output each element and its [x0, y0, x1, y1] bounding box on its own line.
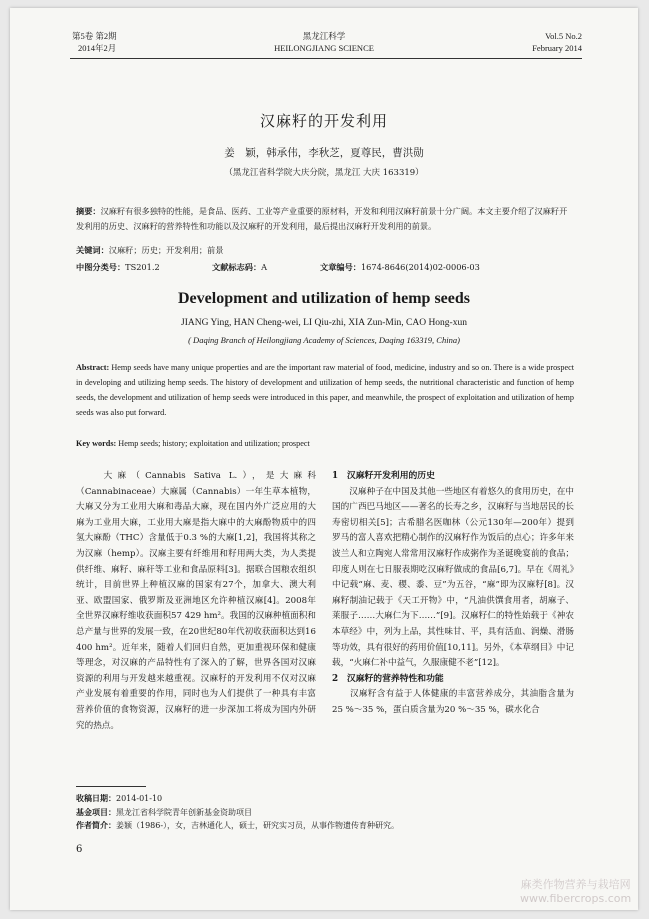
doc-code-value: A	[261, 262, 268, 272]
header-journal	[224, 30, 424, 54]
watermark-name: 麻类作物营养与栽培网	[520, 878, 631, 891]
body-left-column	[76, 469, 316, 734]
keywords-en-text: Hemp seeds; history; exploitation and utilization; prospect	[118, 439, 310, 448]
article-number-label: 文章编号：	[320, 262, 361, 272]
footnote-fund	[76, 806, 574, 820]
keywords-cn	[76, 243, 574, 258]
header-date-cn: 2014年2月	[78, 43, 117, 53]
watermark-url: www.fibercrops.com	[520, 892, 632, 905]
article-number-value: 1674-8646(2014)02-0006-03	[360, 262, 480, 272]
authors-cn: 姜 颖，韩承伟，李秋芝，夏尊民，曹洪勋	[224, 147, 424, 159]
section2-paragraph: 汉麻籽含有益于人体健康的丰富营养成分，其油脂含量为25 %～35 %，蛋白质含量为20 %～35 %，碳水化合	[332, 689, 574, 715]
header-journal-en: HEILONGJIANG SCIENCE	[274, 43, 374, 53]
body-right-column	[332, 469, 574, 719]
header-volume: 第5卷 第2期	[72, 31, 117, 41]
doc-code-label: 文献标志码：	[212, 262, 262, 272]
article-number	[320, 260, 480, 275]
abstract-cn-text: 汉麻籽有很多独特的性能，是食品、医药、工业等产业重要的原材料，开发和利用汉麻籽前景十分广阔。本文主要介绍了汉麻籽开发利用的历史、汉麻籽的营养特性和功能以及汉麻籽的开发利用，最后提出汉麻籽开发利用的前景。	[76, 206, 568, 231]
footnote-author	[76, 819, 574, 833]
intro-paragraph: 大麻（Cannabis Sativa L.），是大麻科（Cannabinaceae）大麻属（Cannabis）一年生草本植物，大麻又分为工业用大麻和毒品大麻，现在国内外广泛应用的大麻为工业用大麻，工业用大麻是指大麻中的大麻酚物质中的四氢大麻酚（THC）含量低于0.3 %的大麻[1,2]，我国将其称之为汉麻（hemp）。汉麻主要有纤维用和籽用两大类，为人类提供纤维、麻籽、麻秆等工业和食品原料[3]。据联合国粮农组织统计，目前世界上种植汉麻的国家有27个，加拿大、澳大利亚、欧盟国家、俄罗斯及亚洲地区允许种植汉麻[4]。2008年全世界汉麻籽维收获面积57 429 hm²。我国的汉麻种植面积和总产量与世界的发展一致，在20世纪80年代初收获面积达到16 400 hm²。近年来，随着人们回归自然，更加重视环保和健康等理念，对汉麻的产品特性有了深入的了解，世界各国对汉麻资源的利用与开发越来越重视。汉麻籽的开发利用不仅对汉麻产业发展有着重要的作用，同时也为人们提供了一种具有丰富营养价值的食物资源，汉麻籽的进一步深加工将成为国内外研究的热点。	[76, 471, 316, 731]
abstract-cn	[76, 204, 574, 233]
fund-label: 基金项目：	[76, 806, 116, 817]
keywords-en-label: Key words:	[76, 439, 117, 448]
clc-value: TS201.2	[125, 262, 160, 272]
keywords-cn-text: 汉麻籽；历史；开发利用；前景	[108, 245, 224, 255]
fund-value: 黑龙江省科学院青年创新基金资助项目	[116, 807, 252, 817]
header-vol-no: Vol.5 No.2	[545, 31, 582, 41]
footnotes	[76, 792, 574, 833]
footnote-rule	[76, 786, 146, 787]
footnote-received	[76, 792, 574, 806]
clc-label: 中图分类号：	[76, 262, 126, 272]
header-volume-en	[532, 30, 582, 54]
section1-paragraph: 汉麻种子在中国及其他一些地区有着悠久的食用历史，在中国的广西巴马地区——著名的长寿之乡，汉麻籽与当地居民的长寿密切相关[5]；古希腊名医咖林（公元130年—200年）提到罗马的富人喜欢把精心制作的汉麻籽作为饭后的点心；许多年来波兰人和立陶宛人常常用汉麻籽作成粥作为圣诞晚宴前的食品；印度人则在七日服表期吃汉麻籽做成的食品[6,7]。早在《周礼》中记载“麻、麦、稷、黍、豆”为五谷，“麻”即为汉麻籽[8]。汉麻籽制油记载于《天工开物》中，“凡油供馔食用者，胡麻子、莱服子……大麻仁为下……”[9]。汉麻籽仁的特性始载于《神农本草经》中，列为上品，其性味甘、平，具有活血、润燥、滑肠等功效，具有很好的药用价值[10,11]。另外，《本草纲目》中记载，“火麻仁补中益气，久服康健不老”[12]。	[332, 486, 574, 669]
journal-page	[10, 8, 638, 910]
keywords-cn-label: 关键词：	[76, 245, 109, 255]
affiliation-cn: （黑龙江省科学院大庆分院，黑龙江 大庆 163319）	[224, 168, 424, 178]
author-bio-label: 作者简介：	[76, 820, 116, 830]
title-en: Development and utilization of hemp seeds	[178, 290, 470, 307]
header-journal-cn: 黑龙江科学	[302, 31, 346, 41]
section2-heading: 2 汉麻籽的营养特性和功能	[332, 673, 444, 684]
header-issue	[72, 30, 117, 54]
keywords-en	[76, 436, 574, 451]
abstract-en-text: Hemp seeds have many unique properties and are the important raw material of food, medicine, industry and so on. There is a wide prospect in developing and utilizing hemp seeds. The history of development and utilization of hemp seeds, the nutritional characteristic and function of hemp seeds, the development and utilization of hemp seeds were introduced in this paper, and meanwhile, the prospect of exploitation and utilization of hemp seeds was also put forward.	[76, 363, 575, 417]
affiliation-en: ( Daqing Branch of Heilongjiang Academy of Sciences, Daqing 163319, China)	[188, 335, 460, 345]
author-bio-value: 姜颖（1986-），女，吉林通化人，硕士，研究实习员，从事作物遗传育种研究。	[116, 821, 400, 830]
title-cn: 汉麻籽的开发利用	[259, 112, 388, 130]
authors-en: JIANG Ying, HAN Cheng-wei, LI Qiu-zhi, XIA Zun-Min, CAO Hong-xun	[181, 318, 467, 328]
abstract-cn-label: 摘要：	[76, 206, 101, 216]
page-number: 6	[76, 844, 83, 855]
header-month-year: February 2014	[532, 43, 582, 53]
received-value: 2014-01-10	[116, 794, 163, 803]
abstract-en	[76, 360, 574, 420]
doc-code	[212, 260, 267, 275]
received-label: 收稿日期：	[76, 793, 116, 803]
classification-line	[76, 260, 574, 275]
section1-heading: 1 汉麻籽开发利用的历史	[332, 471, 435, 481]
abstract-en-label: Abstract:	[76, 363, 110, 372]
header-rule	[70, 58, 582, 59]
watermark	[520, 876, 631, 905]
